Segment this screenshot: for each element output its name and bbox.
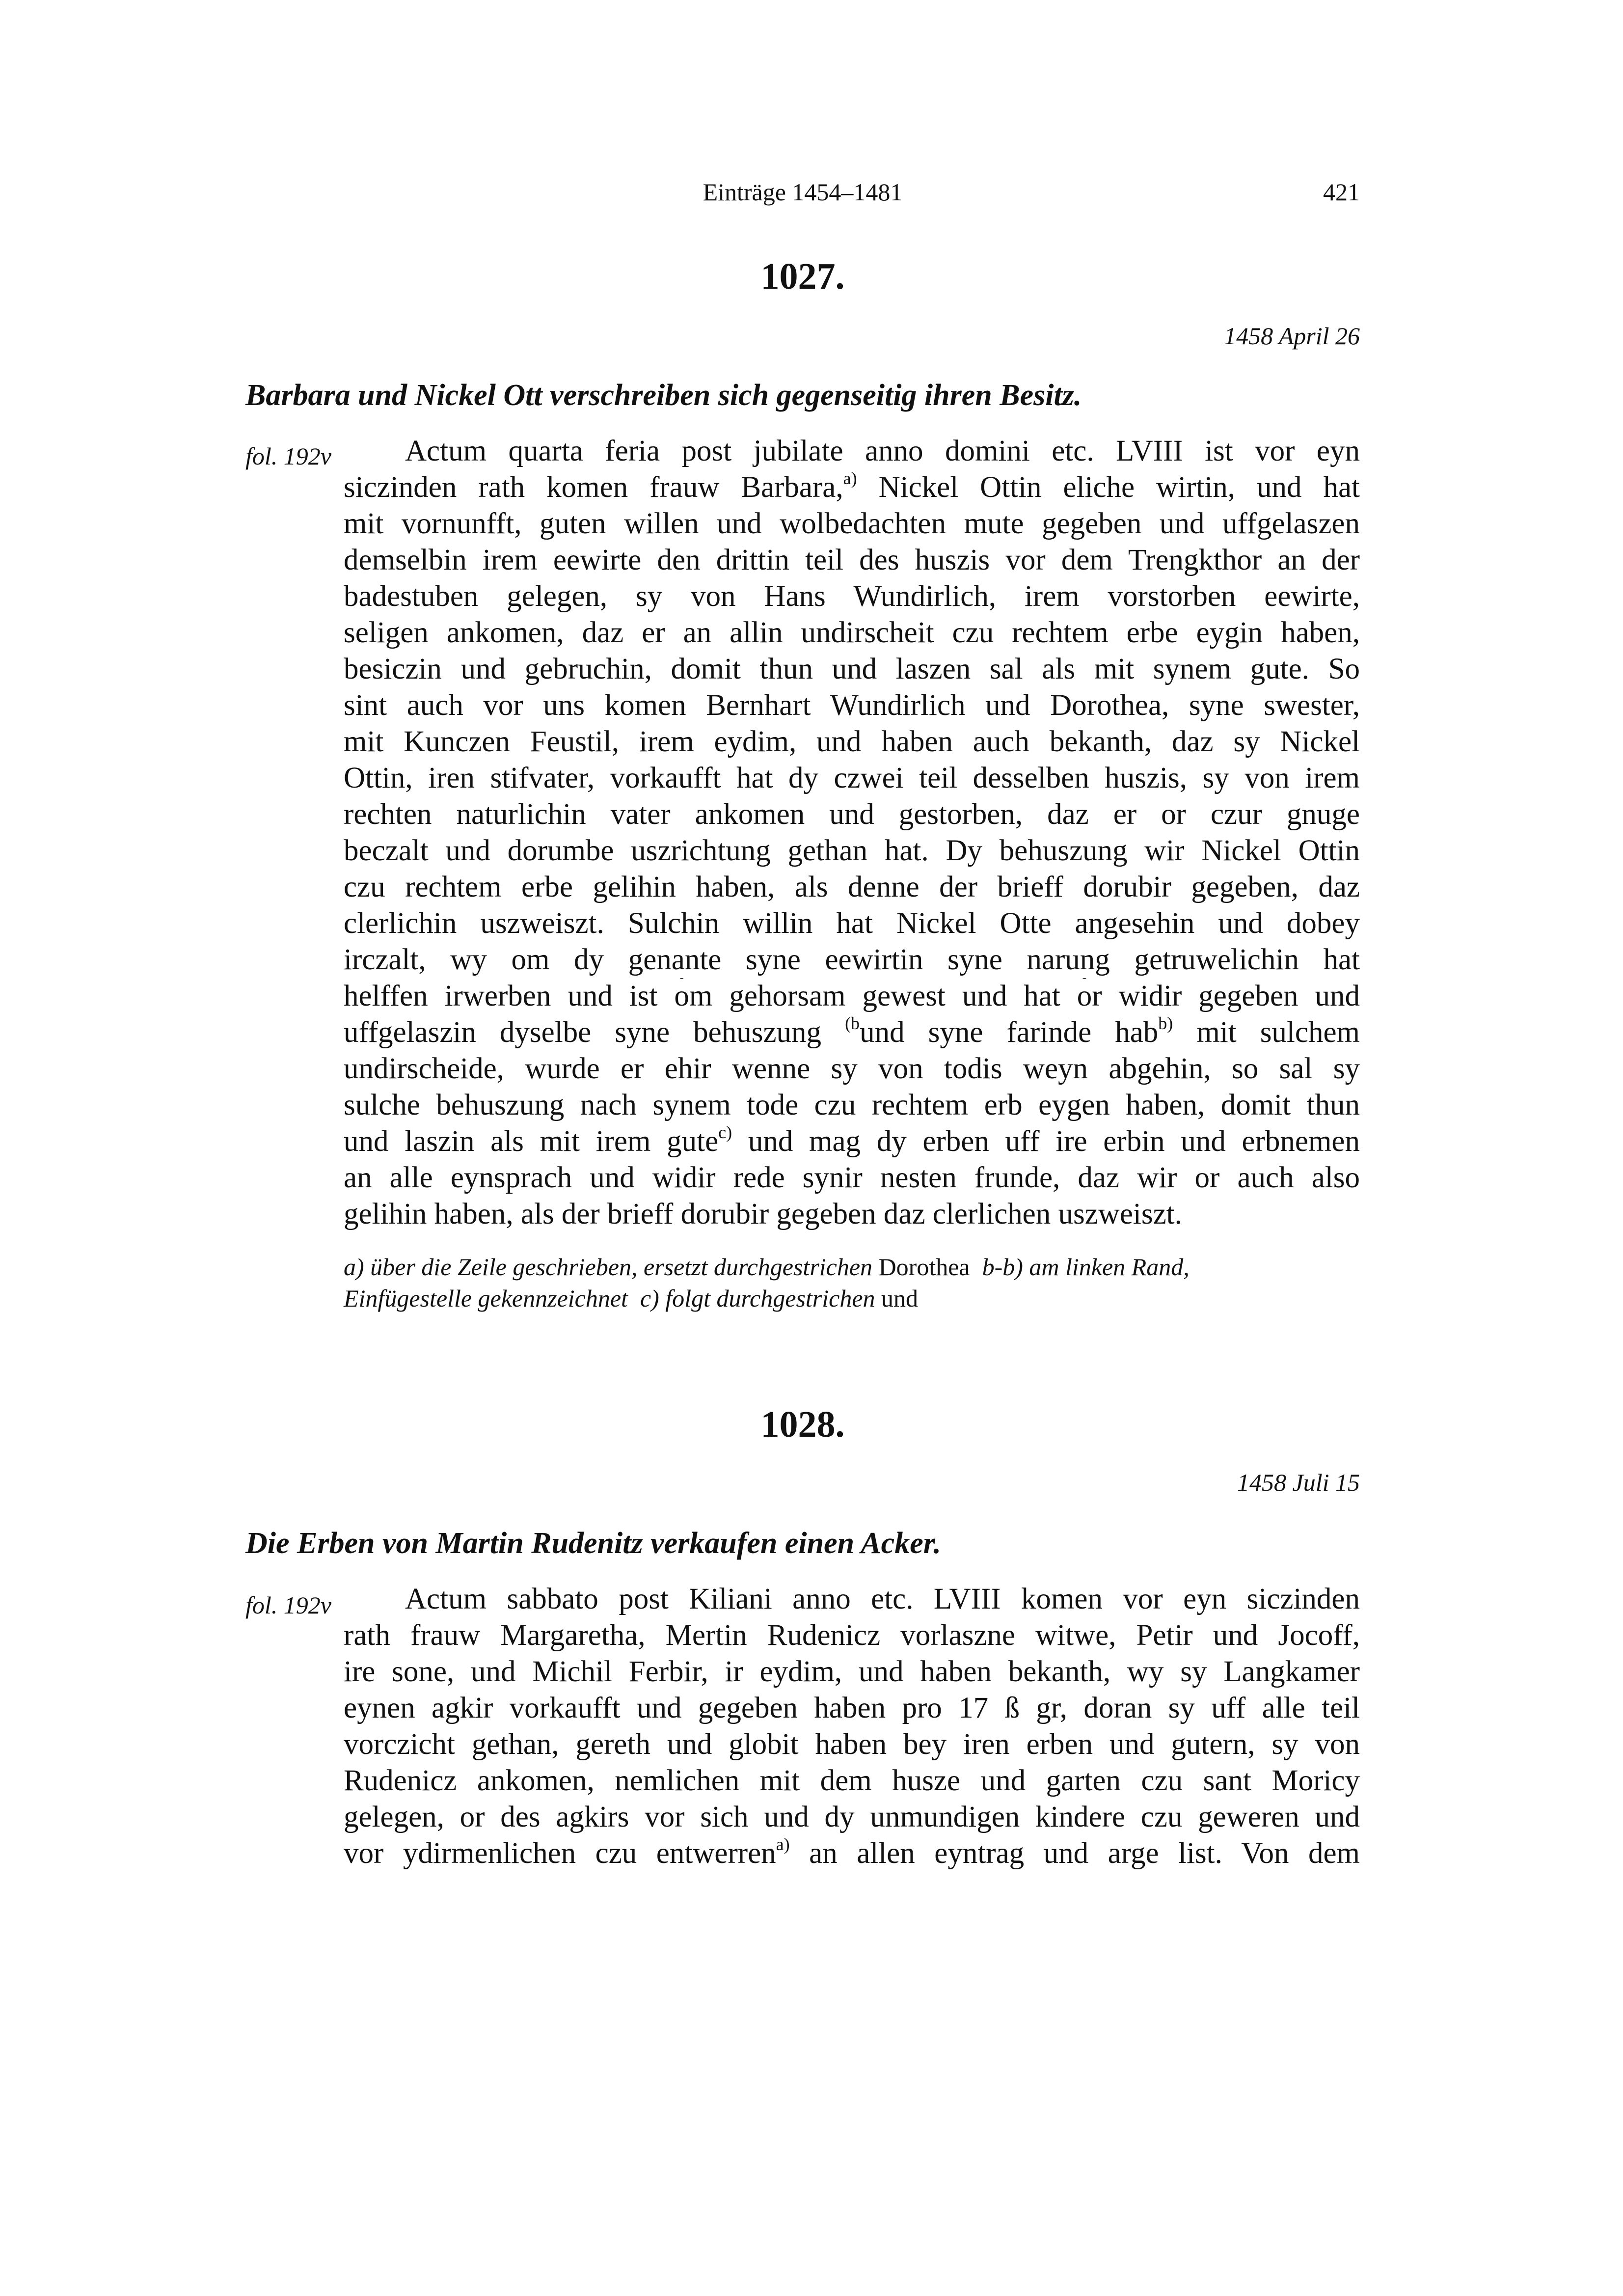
text-line: Ottin, iren stifvater, vorkaufft hat dy czwei teil desselben huszis, sy von irem bbox=[344, 762, 1360, 794]
text-line: uffgelaszin dyselbe syne behuszung $^{(b}$und syne farinde hab$^{b)}$ mit sulchem bbox=[344, 1014, 1360, 1049]
text-line: seligen ankomen, daz er an allin undirscheit czu rechtem erbe eygin haben, bbox=[344, 616, 1360, 649]
entry-number: 1028. bbox=[760, 1404, 845, 1445]
text-line: vorczicht gethan, gereth und globit haben bey iren erben und gutern, sy von bbox=[344, 1728, 1360, 1761]
text-line: demselbin irem eewirte den drittin teil des huszis vor dem Trengkthor an der bbox=[344, 544, 1360, 576]
footnotes bbox=[344, 1251, 1360, 1314]
text-line: helffen irwerben und ist ° om gehorsam gewest und hat ° or widir gegeben und bbox=[344, 978, 1360, 1014]
entry-date: 1458 April 26 bbox=[1224, 322, 1360, 350]
text-line: gelihin haben, als der brieff dorubir gegeben daz clerlichen uszweiszt. bbox=[344, 1198, 1182, 1230]
footnote-marker: a) bbox=[843, 469, 857, 488]
running-head bbox=[245, 178, 1360, 212]
text-line: besiczin und gebruchin, domit thun und laszen sal als mit synem gute. So bbox=[344, 653, 1360, 685]
footnote-marker: (b bbox=[845, 1014, 860, 1033]
footnote-marker: a) bbox=[776, 1835, 790, 1854]
text-line: und laszin als mit irem gute$^{c)}$ und mag dy erben uff ire erbin und erbnemen bbox=[344, 1123, 1360, 1158]
entry-date: 1458 Juli 15 bbox=[1237, 1469, 1360, 1496]
footnote-marker: b) bbox=[1158, 1014, 1173, 1033]
text-line: an alle eynsprach und widir rede synir nesten frunde, daz wir or auch also bbox=[344, 1161, 1360, 1194]
folio-reference: fol. 192v bbox=[245, 442, 331, 470]
footnote-line: Einfügestelle gekennzeichnet c) folgt durchgestrichen und bbox=[344, 1285, 919, 1312]
text-line: Actum quarta feria post jubilate anno domini etc. LVIII ist vor eyn bbox=[405, 435, 1360, 467]
entry-number: 1027. bbox=[760, 256, 845, 297]
text-line: eynen agkir vorkaufft und gegeben haben pro 17 ß gr, doran sy uff alle teil bbox=[344, 1692, 1360, 1724]
entry-text bbox=[344, 1581, 1360, 1872]
text-line: mit vornunfft, guten willen und wolbedachten mute gegeben und uffgelaszen bbox=[344, 507, 1360, 540]
text-line: sint auch vor uns komen Bernhart Wundirlich und Dorothea, syne swester, bbox=[344, 689, 1360, 722]
running-title: Einträge 1454–1481 bbox=[703, 178, 903, 206]
folio-reference: fol. 192v bbox=[245, 1591, 331, 1619]
text-line: siczinden rath komen frauw Barbara,$^{a)}$ Nickel Ottin eliche wirtin, und hat bbox=[344, 469, 1360, 504]
text-line: Rudenicz ankomen, nemlichen mit dem husze und garten czu sant Moricy bbox=[344, 1764, 1360, 1797]
page-number: 421 bbox=[1323, 178, 1360, 206]
text-line: rechten naturlichin vater ankomen und gestorben, daz er or czur gnuge bbox=[344, 798, 1360, 831]
text-line: badestuben gelegen, sy von Hans Wundirlich, irem vorstorben eewirte, bbox=[344, 580, 1360, 613]
text-line: clerlichin uszweiszt. Sulchin willin hat Nickel Otte angesehin und dobey bbox=[344, 907, 1360, 940]
text-line: irczalt, wy om dy genante syne eewirtin syne narung getruwelichin hat bbox=[344, 943, 1360, 976]
footnote-marker: c) bbox=[718, 1123, 732, 1142]
entry-regest: Barbara und Nickel Ott verschreiben sich gegenseitig ihren Besitz. bbox=[245, 379, 1082, 412]
text-line: gelegen, or des agkirs vor sich und dy unmundigen kindere czu geweren und bbox=[344, 1801, 1360, 1833]
entry-regest: Die Erben von Martin Rudenitz verkaufen einen Acker. bbox=[245, 1527, 941, 1560]
text-line: czu rechtem erbe gelihin haben, als denne der brieff dorubir gegeben, daz bbox=[344, 871, 1360, 903]
text-line: vor ydirmenlichen czu entwerren$^{a)}$ an allen eyntrag und arge list. Von dem bbox=[344, 1835, 1360, 1870]
entry-text bbox=[344, 433, 1360, 1232]
text-line: undirscheide, wurde er ehir wenne sy von todis weyn abgehin, so sal sy bbox=[344, 1052, 1360, 1085]
text-line: rath frauw Margaretha, Mertin Rudenicz vorlaszne witwe, Petir und Jocoff, bbox=[344, 1619, 1360, 1652]
footnote-line: a) über die Zeile geschrieben, ersetzt durchgestrichen Dorothea b-b) am linken Rand, bbox=[344, 1253, 1190, 1281]
text-line: sulche behuszung nach synem tode czu rechtem erb eygen haben, domit thun bbox=[344, 1089, 1360, 1121]
text-line: beczalt und dorumbe uszrichtung gethan hat. Dy behuszung wir Nickel Ottin bbox=[344, 834, 1360, 867]
text-line: Actum sabbato post Kiliani anno etc. LVIII komen vor eyn siczinden bbox=[405, 1583, 1360, 1615]
text-line: ire sone, und Michil Ferbir, ir eydim, und haben bekanth, wy sy Langkamer bbox=[344, 1655, 1360, 1688]
text-line: mit Kunczen Feustil, irem eydim, und haben auch bekanth, daz sy Nickel bbox=[344, 725, 1360, 758]
